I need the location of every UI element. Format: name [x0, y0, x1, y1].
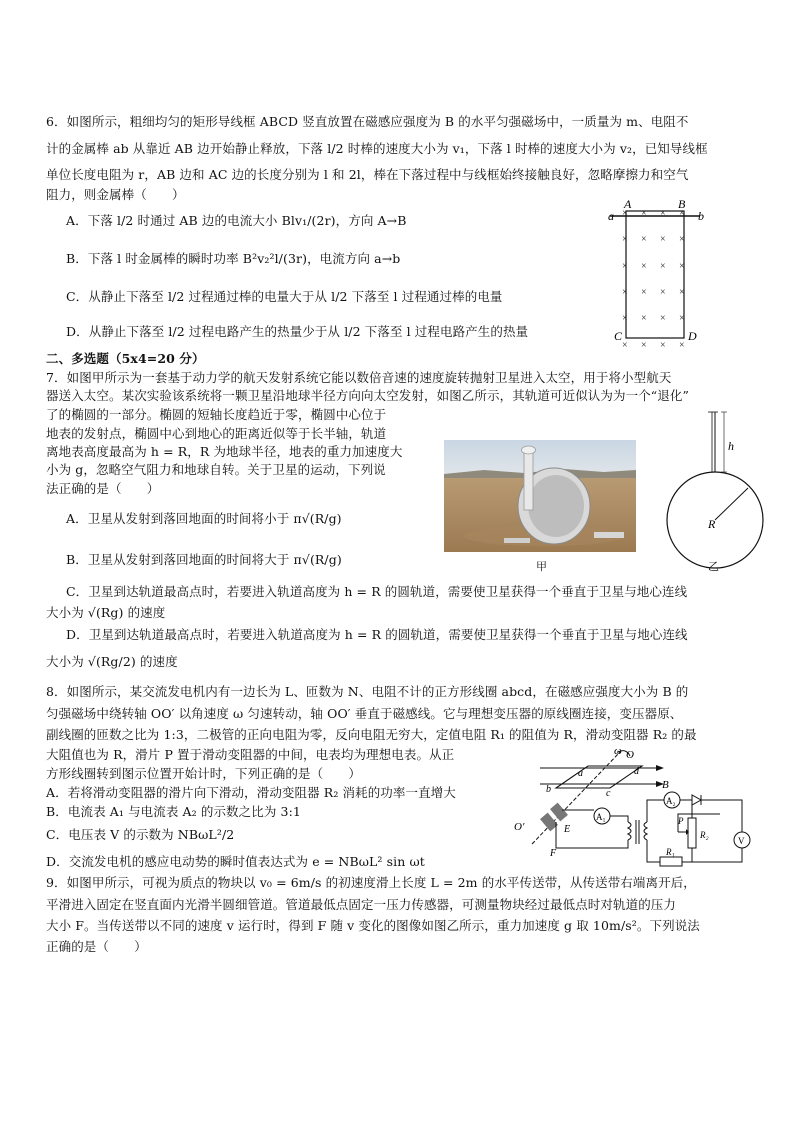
label-omega: ω [614, 745, 622, 757]
field-cross: × [641, 208, 647, 219]
q7-photo-launcher [444, 440, 636, 552]
svg-text:c: c [606, 788, 611, 799]
field-cross: × [641, 234, 647, 245]
q8-line-2: 匀强磁场中绕转轴 OO′ 以角速度 ω 匀速转动，轴 OO′ 垂直于磁感线。它与理想变压器的原线圈连接，变压器原、 [46, 706, 683, 721]
q7-line-2: 器送入太空。某次实验该系统将一颗卫星沿地球半径方向向太空发射，如图乙所示，其轨道可近似认为为一个“退化” [46, 388, 689, 403]
field-cross: × [660, 340, 666, 350]
diode [692, 795, 701, 805]
label-A: A [624, 197, 632, 211]
svg-text:A₂: A₂ [666, 796, 676, 806]
q9-line-1: 9．如图甲所示，可视为质点的物块以 v₀ = 6m/s 的初速度滑上长度 L = 2m 的水平传送带，从传送带右端离开后， [46, 875, 696, 890]
q6-frame-figure [600, 196, 720, 350]
field-cross: × [660, 208, 666, 219]
label-B: B [678, 197, 686, 211]
q8-option-d: D．交流发电机的感应电动势的瞬时值表达式为 e = NBωL² sin ωt [46, 854, 425, 869]
q7-option-c-line-1: C．卫星到达轨道最高点时，若要进入轨道高度为 h = R 的圆轨道，需要使卫星获得一个垂直于卫星与地心连线 [66, 584, 688, 599]
svg-text:a: a [578, 768, 583, 779]
label-a: a [608, 209, 614, 223]
q9-line-2: 平滑进入固定在竖直面内光滑半圆细管道。管道最低点固定一压力传感器，可测量物块经过最低点时对轨道的压力 [46, 897, 677, 912]
q7-option-c-line-2: 大小为 √(Rg) 的速度 [46, 605, 166, 620]
q6-option-b: B．下落 l 时金属棒的瞬时功率 B²v₂²l/(3r)，电流方向 a→b [66, 251, 401, 266]
q8-line-4: 大阻值也为 R，滑片 P 置于滑动变阻器的中间，电表均为理想电表。从正 [46, 747, 455, 762]
label-O: O [626, 749, 634, 761]
label-C: C [614, 329, 623, 343]
q7-option-a: A．卫星从发射到落回地面的时间将小于 π√(R/g) [66, 511, 342, 526]
label-b: b [698, 209, 704, 223]
frame-abcd [626, 211, 684, 338]
field-cross: × [622, 261, 628, 272]
q7-line-3: 了的椭圆的一部分。椭圆的短轴长度趋近于零，椭圆中心位于 [46, 407, 387, 422]
svg-text:d: d [634, 766, 639, 777]
svg-text:P: P [678, 816, 684, 826]
q8-generator-circuit [510, 744, 760, 872]
field-cross: × [679, 287, 685, 298]
svg-text:F: F [550, 848, 557, 859]
q7-option-d-line-2: 大小为 √(Rg/2) 的速度 [46, 654, 178, 669]
field-cross: × [622, 340, 628, 350]
coil-abcd [556, 766, 642, 788]
q8-option-a: A．若将滑动变阻器的滑片向下滑动，滑动变阻器 R₂ 消耗的功率一直增大 [46, 785, 456, 800]
q7-earth-orbit-figure [660, 410, 770, 580]
section-heading-multi-choice: 二、多选题（5x4=20 分） [46, 351, 205, 366]
q7-line-7: 法正确的是（ ） [46, 481, 160, 496]
field-cross: × [622, 234, 628, 245]
label-yi: 乙 [708, 560, 720, 573]
q8-option-b: B．电流表 A₁ 与电流表 A₂ 的示数之比为 3:1 [46, 804, 301, 819]
q6-option-d: D．从静止下落至 l/2 过程电路产生的热量少于从 l/2 下落至 l 过程电路产生的热量 [66, 324, 529, 339]
field-cross: × [660, 234, 666, 245]
field-cross: × [622, 208, 628, 219]
field-cross: × [641, 261, 647, 272]
field-cross: × [679, 313, 685, 324]
label-O-prime: O′ [514, 821, 525, 833]
secondary-coil [644, 822, 647, 840]
field-cross: × [660, 313, 666, 324]
q8-line-1: 8．如图所示，某交流发电机内有一边长为 L、匝数为 N、电阻不计的正方形线圈 abcd，在磁感应强度大小为 B 的 [46, 684, 689, 699]
q8-line-5: 方形线圈转到图示位置开始计时，下列正确的是（ ） [46, 766, 362, 781]
q7-line-6: 小为 g，忽略空气阻力和地球自转。关于卫星的运动，下列说 [46, 462, 386, 477]
q7-line-4: 地表的发射点，椭圆中心到地心的距离近似等于长半轴，轨道 [46, 426, 387, 441]
q6-line-2: 计的金属棒 ab 从靠近 AB 边开始静止释放，下落 l/2 时棒的速度大小为 v₁，下落 l 时棒的速度大小为 v₂，已知导线框 [46, 141, 708, 156]
field-cross: × [660, 287, 666, 298]
field-cross: × [679, 234, 685, 245]
field-cross: × [679, 340, 685, 350]
q8-option-c: C．电压表 V 的示数为 NBωL²/2 [46, 827, 235, 842]
rheostat-r2 [688, 818, 696, 848]
field-cross: × [622, 313, 628, 324]
field-cross: × [679, 261, 685, 272]
q7-line-1: 7．如图甲所示为一套基于动力学的航天发射系统它能以数倍音速的速度旋转抛射卫星进入太空，用于将小型航天 [46, 370, 672, 385]
svg-text:R₂: R₂ [700, 830, 709, 840]
field-cross: × [622, 287, 628, 298]
q6-line-3: 单位长度电阻为 r，AB 边和 AC 边的长度分别为 l 和 2l，棒在下落过程中与线框始终接触良好，忽略摩擦力和空气 [46, 167, 689, 182]
q9-line-4: 正确的是（ ） [46, 939, 147, 954]
label-D: D [688, 329, 697, 343]
q7-option-b: B．卫星从发射到落回地面的时间将大于 π√(R/g) [66, 552, 342, 567]
label-h: h [728, 439, 734, 453]
q6-line-4: 阻力，则金属棒（ ） [46, 187, 185, 202]
field-cross: × [641, 287, 647, 298]
q8-line-3: 副线圈的匝数之比为 1:3，二极管的正向电阻为零，反向电阻无穷大，定值电阻 R₁ 的阻值为 R，滑动变阻器 R₂ 的最 [46, 727, 697, 742]
q7-line-5: 离地表高度最高为 h = R，R 为地球半径，地表的重力加速度大 [46, 444, 403, 459]
svg-text:R₁: R₁ [666, 847, 675, 857]
q7-option-d-line-1: D．卫星到达轨道最高点时，若要进入轨道高度为 h = R 的圆轨道，需要使卫星获得一个垂直于卫星与地心连线 [66, 627, 688, 642]
resistor-r1 [660, 857, 682, 866]
primary-coil [628, 822, 631, 840]
label-jia: 甲 [536, 560, 548, 573]
q9-line-3: 大小 F。当传送带以不同的速度 v 运行时，得到 F 随 v 变化的图像如图乙所示，重力加速度 g 取 10m/s²。下列说法 [46, 918, 700, 933]
q6-line-1: 6．如图所示，粗细均匀的矩形导线框 ABCD 竖直放置在磁感应强度为 B 的水平匀强磁场中，一质量为 m、电阻不 [46, 114, 689, 129]
label-B-field: B [662, 779, 669, 791]
q6-option-a: A．下落 l/2 时通过 AB 边的电流大小 Blv₁/(2r)，方向 A→B [66, 213, 407, 228]
label-R: R [708, 517, 716, 531]
q6-option-c: C．从静止下落至 l/2 过程通过棒的电量大于从 l/2 下落至 l 过程通过棒的电量 [66, 289, 503, 304]
field-cross: × [641, 340, 647, 350]
field-cross: × [641, 313, 647, 324]
field-cross: × [679, 208, 685, 219]
svg-text:E: E [564, 824, 571, 835]
field-cross: × [660, 261, 666, 272]
magnetic-field-crosses [622, 208, 685, 350]
svg-text:b: b [546, 784, 551, 795]
svg-text:A₁: A₁ [596, 812, 606, 822]
svg-text:V: V [738, 836, 745, 846]
